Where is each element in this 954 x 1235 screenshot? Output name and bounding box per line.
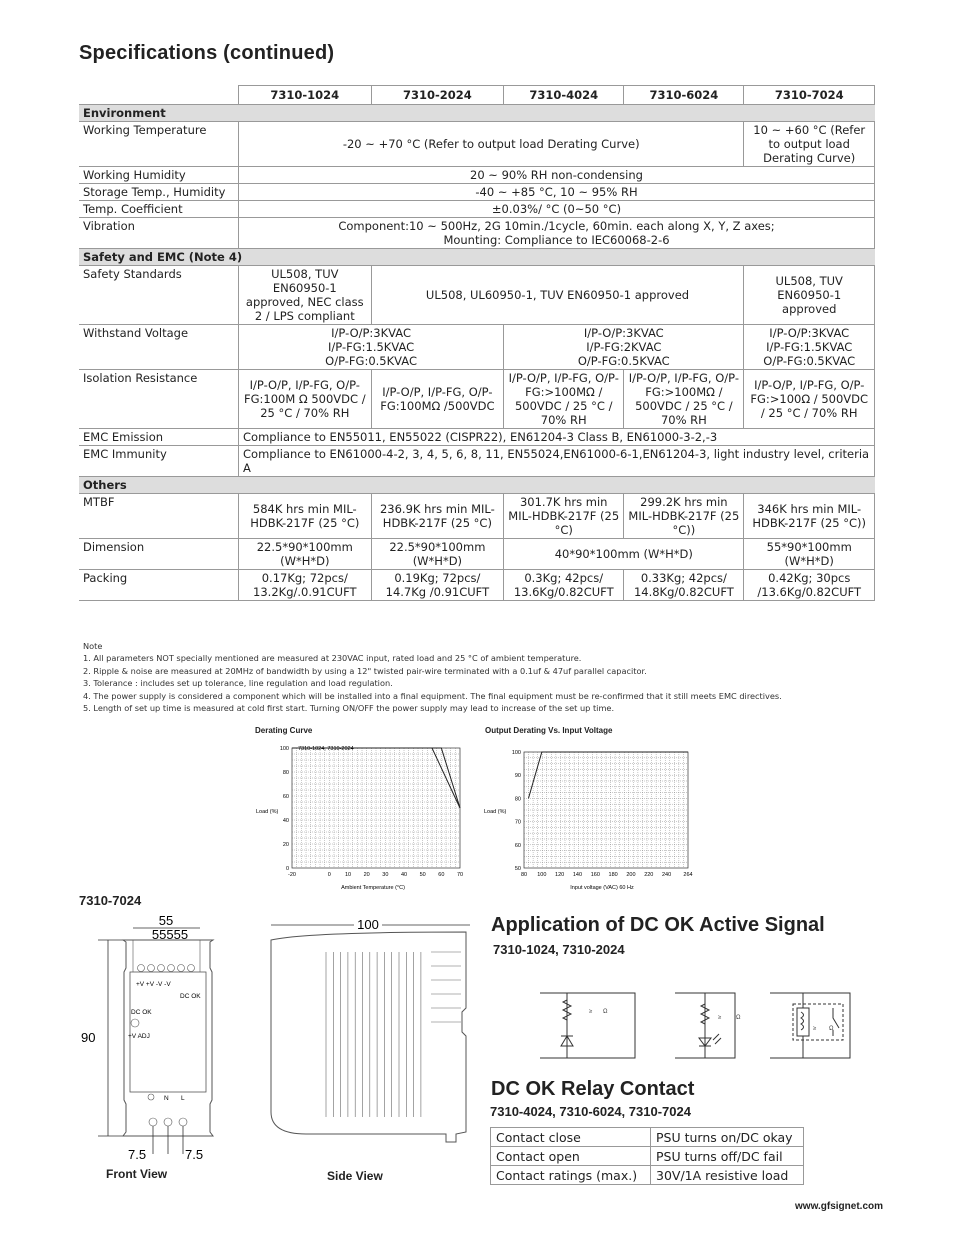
y-tick-label: 0 xyxy=(285,866,289,872)
chart-grid xyxy=(524,752,688,868)
relay-value: PSU turns on/DC okay xyxy=(651,1128,804,1147)
front-view-drawing xyxy=(78,910,228,1165)
section-heading: Environment xyxy=(79,105,875,122)
cell: 584K hrs min MIL-HDBK-217F (25 °C) xyxy=(239,494,372,539)
chart-ticks xyxy=(512,750,693,878)
note-item: 1. All parameters NOT specially mentioned are measured at 230VAC input, rated load and 25 °C of ambient temperature. xyxy=(83,653,582,664)
cell: 299.2K hrs min MIL-HDBK-217F (25 °C)) xyxy=(624,494,744,539)
cell: 0.19Kg; 72pcs/ 14.7Kg /0.91CUFT xyxy=(371,570,504,601)
relay-value: 30V/1A resistive load xyxy=(651,1166,804,1185)
row-label: Vibration xyxy=(79,218,239,249)
dc-ok-circuits xyxy=(535,988,855,1068)
row-label: Working Humidity xyxy=(79,167,239,184)
svg-text:Ω: Ω xyxy=(829,1026,834,1032)
note-item: 5. Length of set up time is measured at cold first start. Turning ON/OFF the power supply may lead to increase of the set up time. xyxy=(83,703,615,714)
table-row xyxy=(79,325,875,370)
cell: 55*90*100mm (W*H*D) xyxy=(744,539,875,570)
y-tick-label: 100 xyxy=(511,750,521,756)
note-item: 4. The power supply is considered a component which will be installed into a final equipment. The final equipment must be re-confirmed that it still meets EMC directives. xyxy=(83,690,782,701)
table-row xyxy=(79,218,875,249)
x-tick-label: -20 xyxy=(288,872,296,878)
y-tick-label: 100 xyxy=(279,746,289,752)
row-label: Safety Standards xyxy=(79,266,239,325)
chart-title: Derating Curve xyxy=(255,726,313,735)
x-tick-label: 100 xyxy=(537,872,547,878)
chart-grid xyxy=(292,748,460,868)
cell: 10 ~ +60 °C (Refer to output load Derating Curve) xyxy=(744,122,875,167)
page-title: Specifications (continued) xyxy=(79,42,335,64)
y-tick-label: 60 xyxy=(514,842,521,849)
svg-text:≥: ≥ xyxy=(718,1015,722,1021)
x-tick-label: 70 xyxy=(456,872,464,878)
cell: -40 ~ +85 °C, 10 ~ 95% RH xyxy=(239,184,875,201)
table-row xyxy=(491,1128,804,1147)
note-item: 3. Tolerance : includes set up tolerance, line regulation and load regulation. xyxy=(83,678,393,689)
x-tick-label: 120 xyxy=(555,872,565,878)
model-header: 7310-1024 xyxy=(239,86,372,105)
chart-title: Output Derating Vs. Input Voltage xyxy=(485,726,613,735)
dimension-label: 7.5 xyxy=(185,1147,204,1162)
chart-annotation: 7310-1024, 7310-2024 xyxy=(298,746,354,752)
dimension-label: 55 xyxy=(158,913,174,928)
cell-line: I/P-FG:1.5KVAC xyxy=(328,340,415,354)
y-tick-label: 20 xyxy=(282,842,289,848)
y-tick-label: 90 xyxy=(514,773,521,780)
cell: 0.17Kg; 72pcs/ 13.2Kg/.0.91CUFT xyxy=(239,570,372,601)
table-row xyxy=(79,201,875,218)
input-derating-chart xyxy=(480,738,700,894)
dc-ok-label: DC OK xyxy=(180,993,201,1000)
x-tick-label: 80 xyxy=(520,872,528,878)
website-url: www.gfsignet.com xyxy=(795,1201,883,1212)
row-label: Packing xyxy=(79,570,239,601)
notes xyxy=(83,640,782,714)
row-label: EMC Immunity xyxy=(79,446,239,477)
x-axis-label: Ambient Temperature (°C) xyxy=(341,885,405,891)
table-row xyxy=(79,266,875,325)
x-tick-label: 20 xyxy=(363,872,370,878)
cell: -20 ~ +70 °C (Refer to output load Derating Curve) xyxy=(239,122,744,167)
dimension-label: 55555 xyxy=(151,927,189,942)
cell: 0.33Kg; 42pcs/ 14.8Kg/0.82CUFT xyxy=(624,570,744,601)
svg-text:≥: ≥ xyxy=(813,1026,817,1032)
cell: 236.9K hrs min MIL-HDBK-217F (25 °C) xyxy=(371,494,504,539)
cell-line: I/P-FG:1.5KVAC xyxy=(766,340,853,354)
relay-title: DC OK Relay Contact xyxy=(491,1078,695,1100)
table-row xyxy=(79,539,875,570)
row-label: Working Temperature xyxy=(79,122,239,167)
cell xyxy=(239,325,504,370)
cell: UL508, UL60950-1, TUV EN60950-1 approved xyxy=(371,266,744,325)
y-tick-label: 40 xyxy=(282,818,289,824)
relay-key: Contact ratings (max.) xyxy=(491,1166,651,1185)
table-row xyxy=(491,1166,804,1185)
front-view-label: Front View xyxy=(106,1167,168,1181)
table-row xyxy=(79,570,875,601)
relay-value: PSU turns off/DC fail xyxy=(651,1147,804,1166)
cell: 346K hrs min MIL-HDBK-217F (25 °C)) xyxy=(744,494,875,539)
ventilation-ribs xyxy=(326,952,461,1117)
dimension-label: 100 xyxy=(357,917,379,932)
side-view-label: Side View xyxy=(327,1169,383,1183)
cell: I/P-O/P, I/P-FG, O/P-FG:>100MΩ / 500VDC / 25 °C / 70% RH xyxy=(504,370,624,429)
dimension-label: 90 xyxy=(81,1030,96,1045)
cell-line: O/P-FG:0.5KVAC xyxy=(577,354,670,368)
header-row xyxy=(79,86,875,105)
vibration-line: Mounting: Compliance to IEC60068-2-6 xyxy=(443,233,670,247)
cell: I/P-O/P, I/P-FG, O/P-FG:100MΩ /500VDC xyxy=(371,370,504,429)
table-row xyxy=(491,1147,804,1166)
svg-text:Ω: Ω xyxy=(736,1015,741,1021)
y-axis-label: Load (%) xyxy=(484,809,507,815)
cell: UL508, TUV EN60950-1 approved, NEC class 2 / LPS compliant xyxy=(239,266,372,325)
dimension-label: 7.5 xyxy=(128,1147,147,1162)
row-label: EMC Emission xyxy=(79,429,239,446)
relay-key: Contact open xyxy=(491,1147,651,1166)
application-title: Application of DC OK Active Signal xyxy=(491,914,825,936)
row-label: Storage Temp., Humidity xyxy=(79,184,239,201)
svg-text:Ω: Ω xyxy=(603,1009,608,1015)
relay-key: Contact close xyxy=(491,1128,651,1147)
cell: 20 ~ 90% RH non-condensing xyxy=(239,167,875,184)
row-label: MTBF xyxy=(79,494,239,539)
cell: I/P-O/P, I/P-FG, O/P-FG:>100Ω / 500VDC / 25 °C / 70% RH xyxy=(744,370,875,429)
x-tick-label: 40 xyxy=(400,872,408,878)
x-tick-label: 240 xyxy=(662,872,672,878)
cell-line: O/P-FG:0.5KVAC xyxy=(325,354,417,368)
table-row xyxy=(79,167,875,184)
v-adj-label: +V ADJ xyxy=(128,1033,150,1040)
y-tick-label: 60 xyxy=(282,794,289,800)
table-row xyxy=(79,184,875,201)
model-header: 7310-4024 xyxy=(504,86,624,105)
y-axis-label: Load (%) xyxy=(256,809,279,815)
cell-line: I/P-O/P:3KVAC xyxy=(769,326,850,340)
cell xyxy=(239,218,875,249)
cell: I/P-O/P, I/P-FG, O/P-FG:>100MΩ / 500VDC / 25 °C / 70% RH xyxy=(624,370,744,429)
table-row xyxy=(79,429,875,446)
x-tick-label: 180 xyxy=(608,872,618,878)
model-header: 7310-6024 xyxy=(624,86,744,105)
model-header: 7310-7024 xyxy=(744,86,875,105)
cell-line: O/P-FG:0.5KVAC xyxy=(763,354,856,368)
relay-table xyxy=(490,1127,804,1185)
cell: Compliance to EN55011, EN55022 (CISPR22), EN61204-3 Class B, EN61000-3-2,-3 xyxy=(239,429,875,446)
x-tick-label: 30 xyxy=(382,872,389,878)
x-axis-label: Input voltage (VAC) 60 Hz xyxy=(570,885,634,891)
x-tick-label: 220 xyxy=(644,872,654,878)
section-heading: Safety and EMC (Note 4) xyxy=(79,249,875,266)
svg-text:≥: ≥ xyxy=(589,1009,593,1015)
y-tick-label: 80 xyxy=(514,796,521,803)
cell-line: I/P-O/P:3KVAC xyxy=(331,326,411,340)
cell: I/P-O/P, I/P-FG, O/P-FG:100M Ω 500VDC / 25 °C / 70% RH xyxy=(239,370,372,429)
table-row xyxy=(79,494,875,539)
dc-ok-led-label: DC OK xyxy=(131,1009,152,1016)
row-label: Temp. Coefficient xyxy=(79,201,239,218)
x-tick-label: 50 xyxy=(419,872,426,878)
x-tick-label: 0 xyxy=(327,872,331,878)
cell: Compliance to EN61000-4-2, 3, 4, 5, 6, 8, 11, EN55024,EN61000-6-1,EN61204-3, light industry level, criteria A xyxy=(239,446,875,477)
application-subtitle: 7310-1024, 7310-2024 xyxy=(493,942,625,957)
table-row xyxy=(79,122,875,167)
cell xyxy=(504,325,744,370)
row-label: Isolation Resistance xyxy=(79,370,239,429)
notes-heading: Note xyxy=(83,641,103,651)
n-label: N xyxy=(164,1095,169,1102)
cell xyxy=(744,325,875,370)
section-heading: Others xyxy=(79,477,875,494)
vibration-line: Component:10 ~ 500Hz, 2G 10min./1cycle, 60min. each along X, Y, Z axes; xyxy=(338,219,775,233)
terminal-label: +V +V -V -V xyxy=(136,981,171,988)
cell: UL508, TUV EN60950-1 approved xyxy=(744,266,875,325)
x-tick-label: 264 xyxy=(683,872,693,878)
row-label: Withstand Voltage xyxy=(79,325,239,370)
cell: 301.7K hrs min MIL-HDBK-217F (25 °C) xyxy=(504,494,624,539)
y-tick-label: 80 xyxy=(282,770,289,776)
cell-line: I/P-FG:2KVAC xyxy=(586,340,662,354)
cell-line: I/P-O/P:3KVAC xyxy=(583,326,664,340)
y-tick-label: 50 xyxy=(514,866,521,872)
x-tick-label: 140 xyxy=(572,872,583,878)
side-view-drawing xyxy=(266,912,476,1144)
x-tick-label: 160 xyxy=(590,872,600,878)
x-tick-label: 60 xyxy=(438,872,445,878)
cell: 0.42Kg; 30pcs /13.6Kg/0.82CUFT xyxy=(744,570,875,601)
x-tick-label: 10 xyxy=(344,872,352,878)
cell: ±0.03%/ °C (0~50 °C) xyxy=(239,201,875,218)
spec-table xyxy=(79,85,875,601)
cell: 22.5*90*100mm (W*H*D) xyxy=(239,539,372,570)
l-label: L xyxy=(181,1095,185,1102)
derating-chart xyxy=(248,738,468,894)
x-tick-label: 200 xyxy=(626,872,636,878)
cell: 40*90*100mm (W*H*D) xyxy=(504,539,744,570)
y-tick-label: 70 xyxy=(514,819,521,826)
table-row xyxy=(79,370,875,429)
cell: 0.3Kg; 42pcs/ 13.6Kg/0.82CUFT xyxy=(504,570,624,601)
row-label: Dimension xyxy=(79,539,239,570)
cell: 22.5*90*100mm (W*H*D) xyxy=(371,539,504,570)
table-row xyxy=(79,446,875,477)
relay-subtitle: 7310-4024, 7310-6024, 7310-7024 xyxy=(490,1104,691,1119)
model-header: 7310-2024 xyxy=(371,86,504,105)
drawing-model-title: 7310-7024 xyxy=(79,893,142,908)
note-item: 2. Ripple & noise are measured at 20MHz of bandwidth by using a 12" twisted pair-wire terminated with a 0.1uf & 47uf parallel capacitor. xyxy=(83,665,647,676)
